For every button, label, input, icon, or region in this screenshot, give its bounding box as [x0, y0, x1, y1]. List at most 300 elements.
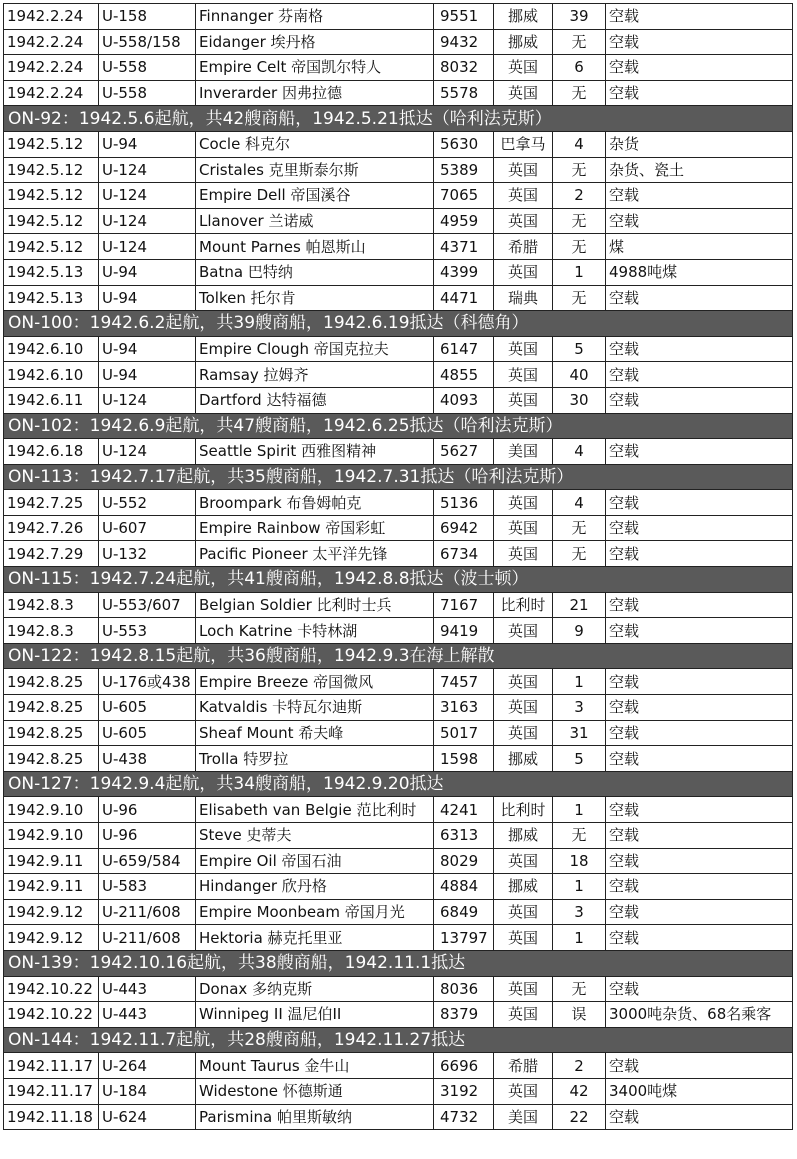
casualties-cell: 无: [553, 80, 606, 106]
ship-name-cell: Hektoria 赫克托里亚: [196, 925, 434, 951]
tonnage-cell: 4399: [434, 259, 494, 285]
ship-name-cell: Cocle 科克尔: [196, 131, 434, 157]
date-cell: 1942.6.10: [4, 336, 99, 362]
uboat-cell: U-124: [99, 387, 196, 413]
table-row: [4, 823, 793, 849]
tonnage-cell: 6849: [434, 899, 494, 925]
date-cell: 1942.2.24: [4, 80, 99, 106]
casualties-cell: 无: [553, 823, 606, 849]
nationality-cell: 英国: [494, 515, 553, 541]
casualties-cell: 1: [553, 925, 606, 951]
cargo-cell: 空载: [606, 823, 793, 849]
table-row: [4, 618, 793, 644]
uboat-cell: U-552: [99, 490, 196, 516]
table-row: [4, 387, 793, 413]
tonnage-cell: 4732: [434, 1104, 494, 1130]
ship-name-cell: Empire Oil 帝国石油: [196, 848, 434, 874]
tonnage-cell: 4471: [434, 285, 494, 311]
tonnage-cell: 4241: [434, 797, 494, 823]
nationality-cell: 英国: [494, 490, 553, 516]
cargo-cell: 空载: [606, 746, 793, 772]
ship-name-cell: Sheaf Mount 希夫峰: [196, 720, 434, 746]
tonnage-cell: 5136: [434, 490, 494, 516]
ship-name-cell: Trolla 特罗拉: [196, 746, 434, 772]
table-row: [4, 439, 793, 465]
table-row: [4, 259, 793, 285]
uboat-cell: U-176或438: [99, 669, 196, 695]
convoy-header-row: [4, 950, 793, 976]
ship-name-cell: Llanover 兰诺威: [196, 208, 434, 234]
tonnage-cell: 4855: [434, 362, 494, 388]
nationality-cell: 挪威: [494, 746, 553, 772]
convoy-header-text: ON-113：1942.7.17起航，共35艘商船，1942.7.31抵达（哈利法克斯）: [4, 464, 793, 490]
ship-name-cell: Ramsay 拉姆齐: [196, 362, 434, 388]
convoy-header-text: ON-100：1942.6.2起航，共39艘商船，1942.6.19抵达（科德角）: [4, 311, 793, 337]
date-cell: 1942.10.22: [4, 1002, 99, 1028]
convoy-header-text: ON-122：1942.8.15起航，共36艘商船，1942.9.3在海上解散: [4, 643, 793, 669]
ship-name-cell: Belgian Soldier 比利时士兵: [196, 592, 434, 618]
convoy-header-text: ON-127：1942.9.4起航，共34艘商船，1942.9.20抵达: [4, 771, 793, 797]
cargo-cell: 空载: [606, 899, 793, 925]
casualties-cell: 42: [553, 1078, 606, 1104]
cargo-cell: 空载: [606, 183, 793, 209]
nationality-cell: 希腊: [494, 234, 553, 260]
nationality-cell: 希腊: [494, 1053, 553, 1079]
nationality-cell: 英国: [494, 695, 553, 721]
table-row: [4, 541, 793, 567]
table-row: [4, 234, 793, 260]
cargo-cell: 空载: [606, 1053, 793, 1079]
date-cell: 1942.2.24: [4, 55, 99, 81]
uboat-cell: U-184: [99, 1078, 196, 1104]
convoy-header-row: [4, 413, 793, 439]
uboat-cell: U-443: [99, 976, 196, 1002]
cargo-cell: 杂货: [606, 131, 793, 157]
casualties-cell: 无: [553, 208, 606, 234]
uboat-cell: U-158: [99, 4, 196, 30]
cargo-cell: 空载: [606, 515, 793, 541]
convoy-header-row: [4, 464, 793, 490]
casualties-cell: 无: [553, 285, 606, 311]
casualties-cell: 1: [553, 669, 606, 695]
tonnage-cell: 7457: [434, 669, 494, 695]
convoy-header-text: ON-144：1942.11.7起航，共28艘商船，1942.11.27抵达: [4, 1027, 793, 1053]
convoy-losses-table: [3, 3, 793, 1130]
uboat-cell: U-438: [99, 746, 196, 772]
casualties-cell: 3: [553, 695, 606, 721]
nationality-cell: 英国: [494, 259, 553, 285]
casualties-cell: 30: [553, 387, 606, 413]
ship-name-cell: Katvaldis 卡特瓦尔迪斯: [196, 695, 434, 721]
ship-name-cell: Mount Taurus 金牛山: [196, 1053, 434, 1079]
ship-name-cell: Hindanger 欣丹格: [196, 874, 434, 900]
cargo-cell: 空载: [606, 387, 793, 413]
cargo-cell: 空载: [606, 336, 793, 362]
date-cell: 1942.5.12: [4, 157, 99, 183]
nationality-cell: 挪威: [494, 29, 553, 55]
convoy-header-row: [4, 311, 793, 337]
uboat-cell: U-132: [99, 541, 196, 567]
table-row: [4, 80, 793, 106]
losses-table-container: [3, 3, 793, 1130]
ship-name-cell: Mount Parnes 帕恩斯山: [196, 234, 434, 260]
tonnage-cell: 4884: [434, 874, 494, 900]
ship-name-cell: Empire Breeze 帝国微风: [196, 669, 434, 695]
table-row: [4, 746, 793, 772]
nationality-cell: 英国: [494, 976, 553, 1002]
nationality-cell: 英国: [494, 1002, 553, 1028]
ship-name-cell: Donax 多纳克斯: [196, 976, 434, 1002]
cargo-cell: 空载: [606, 976, 793, 1002]
uboat-cell: U-124: [99, 439, 196, 465]
table-row: [4, 669, 793, 695]
nationality-cell: 巴拿马: [494, 131, 553, 157]
convoy-header-row: [4, 643, 793, 669]
uboat-cell: U-94: [99, 336, 196, 362]
tonnage-cell: 7167: [434, 592, 494, 618]
table-body: [4, 4, 793, 1130]
tonnage-cell: 3163: [434, 695, 494, 721]
convoy-header-text: ON-115：1942.7.24起航，共41艘商船，1942.8.8抵达（波士顿）: [4, 567, 793, 593]
table-row: [4, 1002, 793, 1028]
tonnage-cell: 4093: [434, 387, 494, 413]
casualties-cell: 31: [553, 720, 606, 746]
nationality-cell: 英国: [494, 618, 553, 644]
date-cell: 1942.5.12: [4, 131, 99, 157]
casualties-cell: 22: [553, 1104, 606, 1130]
convoy-header-text: ON-102：1942.6.9起航，共47艘商船，1942.6.25抵达（哈利法克斯）: [4, 413, 793, 439]
casualties-cell: 40: [553, 362, 606, 388]
uboat-cell: U-443: [99, 1002, 196, 1028]
casualties-cell: 6: [553, 55, 606, 81]
tonnage-cell: 6147: [434, 336, 494, 362]
date-cell: 1942.9.12: [4, 899, 99, 925]
casualties-cell: 2: [553, 1053, 606, 1079]
ship-name-cell: Batna 巴特纳: [196, 259, 434, 285]
casualties-cell: 无: [553, 976, 606, 1002]
casualties-cell: 39: [553, 4, 606, 30]
convoy-header-row: [4, 771, 793, 797]
nationality-cell: 英国: [494, 669, 553, 695]
ship-name-cell: Parismina 帕里斯敏纳: [196, 1104, 434, 1130]
table-row: [4, 55, 793, 81]
date-cell: 1942.7.25: [4, 490, 99, 516]
date-cell: 1942.10.22: [4, 976, 99, 1002]
nationality-cell: 英国: [494, 336, 553, 362]
table-row: [4, 336, 793, 362]
cargo-cell: 3400吨煤: [606, 1078, 793, 1104]
table-row: [4, 1104, 793, 1130]
table-row: [4, 874, 793, 900]
date-cell: 1942.8.3: [4, 592, 99, 618]
table-row: [4, 695, 793, 721]
table-row: [4, 515, 793, 541]
casualties-cell: 4: [553, 131, 606, 157]
ship-name-cell: Empire Celt 帝国凯尔特人: [196, 55, 434, 81]
cargo-cell: 4988吨煤: [606, 259, 793, 285]
table-row: [4, 925, 793, 951]
table-row: [4, 29, 793, 55]
date-cell: 1942.2.24: [4, 29, 99, 55]
ship-name-cell: Eidanger 埃丹格: [196, 29, 434, 55]
tonnage-cell: 8032: [434, 55, 494, 81]
cargo-cell: 空载: [606, 439, 793, 465]
tonnage-cell: 13797: [434, 925, 494, 951]
uboat-cell: U-624: [99, 1104, 196, 1130]
casualties-cell: 无: [553, 234, 606, 260]
casualties-cell: 5: [553, 336, 606, 362]
ship-name-cell: Inverarder 因弗拉德: [196, 80, 434, 106]
convoy-header-text: ON-92：1942.5.6起航，共42艘商船，1942.5.21抵达（哈利法克斯）: [4, 106, 793, 132]
cargo-cell: 3000吨杂货、68名乘客: [606, 1002, 793, 1028]
casualties-cell: 3: [553, 899, 606, 925]
uboat-cell: U-558/158: [99, 29, 196, 55]
ship-name-cell: Tolken 托尔肯: [196, 285, 434, 311]
ship-name-cell: Empire Rainbow 帝国彩虹: [196, 515, 434, 541]
cargo-cell: 空载: [606, 592, 793, 618]
cargo-cell: 空载: [606, 541, 793, 567]
cargo-cell: 空载: [606, 1104, 793, 1130]
tonnage-cell: 9432: [434, 29, 494, 55]
casualties-cell: 1: [553, 797, 606, 823]
date-cell: 1942.11.17: [4, 1053, 99, 1079]
uboat-cell: U-211/608: [99, 925, 196, 951]
uboat-cell: U-553/607: [99, 592, 196, 618]
tonnage-cell: 5627: [434, 439, 494, 465]
tonnage-cell: 8036: [434, 976, 494, 1002]
tonnage-cell: 8029: [434, 848, 494, 874]
convoy-header-row: [4, 567, 793, 593]
ship-name-cell: Winnipeg II 温尼伯II: [196, 1002, 434, 1028]
cargo-cell: 空载: [606, 80, 793, 106]
date-cell: 1942.9.10: [4, 823, 99, 849]
tonnage-cell: 7065: [434, 183, 494, 209]
casualties-cell: 无: [553, 515, 606, 541]
table-row: [4, 976, 793, 1002]
table-row: [4, 592, 793, 618]
date-cell: 1942.5.12: [4, 234, 99, 260]
uboat-cell: U-124: [99, 157, 196, 183]
nationality-cell: 英国: [494, 387, 553, 413]
casualties-cell: 4: [553, 439, 606, 465]
table-row: [4, 899, 793, 925]
tonnage-cell: 6734: [434, 541, 494, 567]
tonnage-cell: 9419: [434, 618, 494, 644]
cargo-cell: 空载: [606, 797, 793, 823]
casualties-cell: 误: [553, 1002, 606, 1028]
uboat-cell: U-94: [99, 285, 196, 311]
uboat-cell: U-94: [99, 131, 196, 157]
uboat-cell: U-659/584: [99, 848, 196, 874]
uboat-cell: U-211/608: [99, 899, 196, 925]
cargo-cell: 空载: [606, 925, 793, 951]
nationality-cell: 英国: [494, 720, 553, 746]
table-row: [4, 1078, 793, 1104]
ship-name-cell: Loch Katrine 卡特林湖: [196, 618, 434, 644]
tonnage-cell: 5630: [434, 131, 494, 157]
tonnage-cell: 6942: [434, 515, 494, 541]
nationality-cell: 挪威: [494, 874, 553, 900]
ship-name-cell: Steve 史蒂夫: [196, 823, 434, 849]
uboat-cell: U-553: [99, 618, 196, 644]
cargo-cell: 空载: [606, 618, 793, 644]
nationality-cell: 美国: [494, 439, 553, 465]
ship-name-cell: Empire Clough 帝国克拉夫: [196, 336, 434, 362]
uboat-cell: U-558: [99, 55, 196, 81]
uboat-cell: U-94: [99, 362, 196, 388]
casualties-cell: 1: [553, 259, 606, 285]
cargo-cell: 空载: [606, 490, 793, 516]
cargo-cell: 煤: [606, 234, 793, 260]
date-cell: 1942.9.11: [4, 874, 99, 900]
casualties-cell: 2: [553, 183, 606, 209]
casualties-cell: 18: [553, 848, 606, 874]
ship-name-cell: Finnanger 芬南格: [196, 4, 434, 30]
date-cell: 1942.5.13: [4, 285, 99, 311]
cargo-cell: 空载: [606, 208, 793, 234]
table-row: [4, 4, 793, 30]
nationality-cell: 比利时: [494, 592, 553, 618]
date-cell: 1942.2.24: [4, 4, 99, 30]
date-cell: 1942.7.29: [4, 541, 99, 567]
casualties-cell: 无: [553, 541, 606, 567]
nationality-cell: 英国: [494, 80, 553, 106]
casualties-cell: 21: [553, 592, 606, 618]
date-cell: 1942.9.10: [4, 797, 99, 823]
cargo-cell: 空载: [606, 874, 793, 900]
tonnage-cell: 9551: [434, 4, 494, 30]
uboat-cell: U-605: [99, 720, 196, 746]
date-cell: 1942.8.25: [4, 669, 99, 695]
cargo-cell: 空载: [606, 720, 793, 746]
table-row: [4, 490, 793, 516]
nationality-cell: 英国: [494, 848, 553, 874]
cargo-cell: 空载: [606, 848, 793, 874]
nationality-cell: 挪威: [494, 4, 553, 30]
cargo-cell: 空载: [606, 55, 793, 81]
tonnage-cell: 8379: [434, 1002, 494, 1028]
tonnage-cell: 5017: [434, 720, 494, 746]
nationality-cell: 英国: [494, 925, 553, 951]
cargo-cell: 空载: [606, 695, 793, 721]
date-cell: 1942.11.18: [4, 1104, 99, 1130]
date-cell: 1942.11.17: [4, 1078, 99, 1104]
nationality-cell: 英国: [494, 1078, 553, 1104]
tonnage-cell: 5389: [434, 157, 494, 183]
casualties-cell: 1: [553, 874, 606, 900]
table-row: [4, 157, 793, 183]
casualties-cell: 9: [553, 618, 606, 644]
table-row: [4, 848, 793, 874]
casualties-cell: 4: [553, 490, 606, 516]
tonnage-cell: 6696: [434, 1053, 494, 1079]
ship-name-cell: Empire Dell 帝国溪谷: [196, 183, 434, 209]
convoy-header-row: [4, 1027, 793, 1053]
table-row: [4, 362, 793, 388]
uboat-cell: U-124: [99, 183, 196, 209]
uboat-cell: U-124: [99, 208, 196, 234]
date-cell: 1942.7.26: [4, 515, 99, 541]
cargo-cell: 空载: [606, 4, 793, 30]
uboat-cell: U-558: [99, 80, 196, 106]
nationality-cell: 英国: [494, 183, 553, 209]
nationality-cell: 英国: [494, 541, 553, 567]
ship-name-cell: Dartford 达特福德: [196, 387, 434, 413]
date-cell: 1942.5.12: [4, 208, 99, 234]
cargo-cell: 空载: [606, 362, 793, 388]
convoy-header-row: [4, 106, 793, 132]
uboat-cell: U-96: [99, 823, 196, 849]
casualties-cell: 5: [553, 746, 606, 772]
tonnage-cell: 3192: [434, 1078, 494, 1104]
date-cell: 1942.8.25: [4, 695, 99, 721]
ship-name-cell: Broompark 布鲁姆帕克: [196, 490, 434, 516]
uboat-cell: U-605: [99, 695, 196, 721]
ship-name-cell: Widestone 怀德斯通: [196, 1078, 434, 1104]
nationality-cell: 挪威: [494, 823, 553, 849]
tonnage-cell: 4959: [434, 208, 494, 234]
tonnage-cell: 6313: [434, 823, 494, 849]
date-cell: 1942.6.11: [4, 387, 99, 413]
tonnage-cell: 4371: [434, 234, 494, 260]
nationality-cell: 英国: [494, 55, 553, 81]
ship-name-cell: Elisabeth van Belgie 范比利时: [196, 797, 434, 823]
nationality-cell: 英国: [494, 362, 553, 388]
nationality-cell: 英国: [494, 208, 553, 234]
date-cell: 1942.6.10: [4, 362, 99, 388]
tonnage-cell: 1598: [434, 746, 494, 772]
ship-name-cell: Empire Moonbeam 帝国月光: [196, 899, 434, 925]
table-row: [4, 208, 793, 234]
uboat-cell: U-264: [99, 1053, 196, 1079]
date-cell: 1942.9.11: [4, 848, 99, 874]
uboat-cell: U-607: [99, 515, 196, 541]
casualties-cell: 无: [553, 157, 606, 183]
date-cell: 1942.9.12: [4, 925, 99, 951]
uboat-cell: U-94: [99, 259, 196, 285]
table-row: [4, 183, 793, 209]
date-cell: 1942.5.13: [4, 259, 99, 285]
ship-name-cell: Pacific Pioneer 太平洋先锋: [196, 541, 434, 567]
uboat-cell: U-583: [99, 874, 196, 900]
nationality-cell: 瑞典: [494, 285, 553, 311]
nationality-cell: 美国: [494, 1104, 553, 1130]
nationality-cell: 英国: [494, 157, 553, 183]
cargo-cell: 空载: [606, 285, 793, 311]
date-cell: 1942.5.12: [4, 183, 99, 209]
date-cell: 1942.8.3: [4, 618, 99, 644]
convoy-header-text: ON-139：1942.10.16起航，共38艘商船，1942.11.1抵达: [4, 950, 793, 976]
table-row: [4, 285, 793, 311]
table-row: [4, 131, 793, 157]
nationality-cell: 英国: [494, 899, 553, 925]
casualties-cell: 无: [553, 29, 606, 55]
cargo-cell: 空载: [606, 669, 793, 695]
table-row: [4, 1053, 793, 1079]
date-cell: 1942.6.18: [4, 439, 99, 465]
uboat-cell: U-124: [99, 234, 196, 260]
tonnage-cell: 5578: [434, 80, 494, 106]
date-cell: 1942.8.25: [4, 720, 99, 746]
date-cell: 1942.8.25: [4, 746, 99, 772]
nationality-cell: 比利时: [494, 797, 553, 823]
cargo-cell: 空载: [606, 29, 793, 55]
uboat-cell: U-96: [99, 797, 196, 823]
ship-name-cell: Cristales 克里斯泰尔斯: [196, 157, 434, 183]
cargo-cell: 杂货、瓷土: [606, 157, 793, 183]
table-row: [4, 797, 793, 823]
table-row: [4, 720, 793, 746]
